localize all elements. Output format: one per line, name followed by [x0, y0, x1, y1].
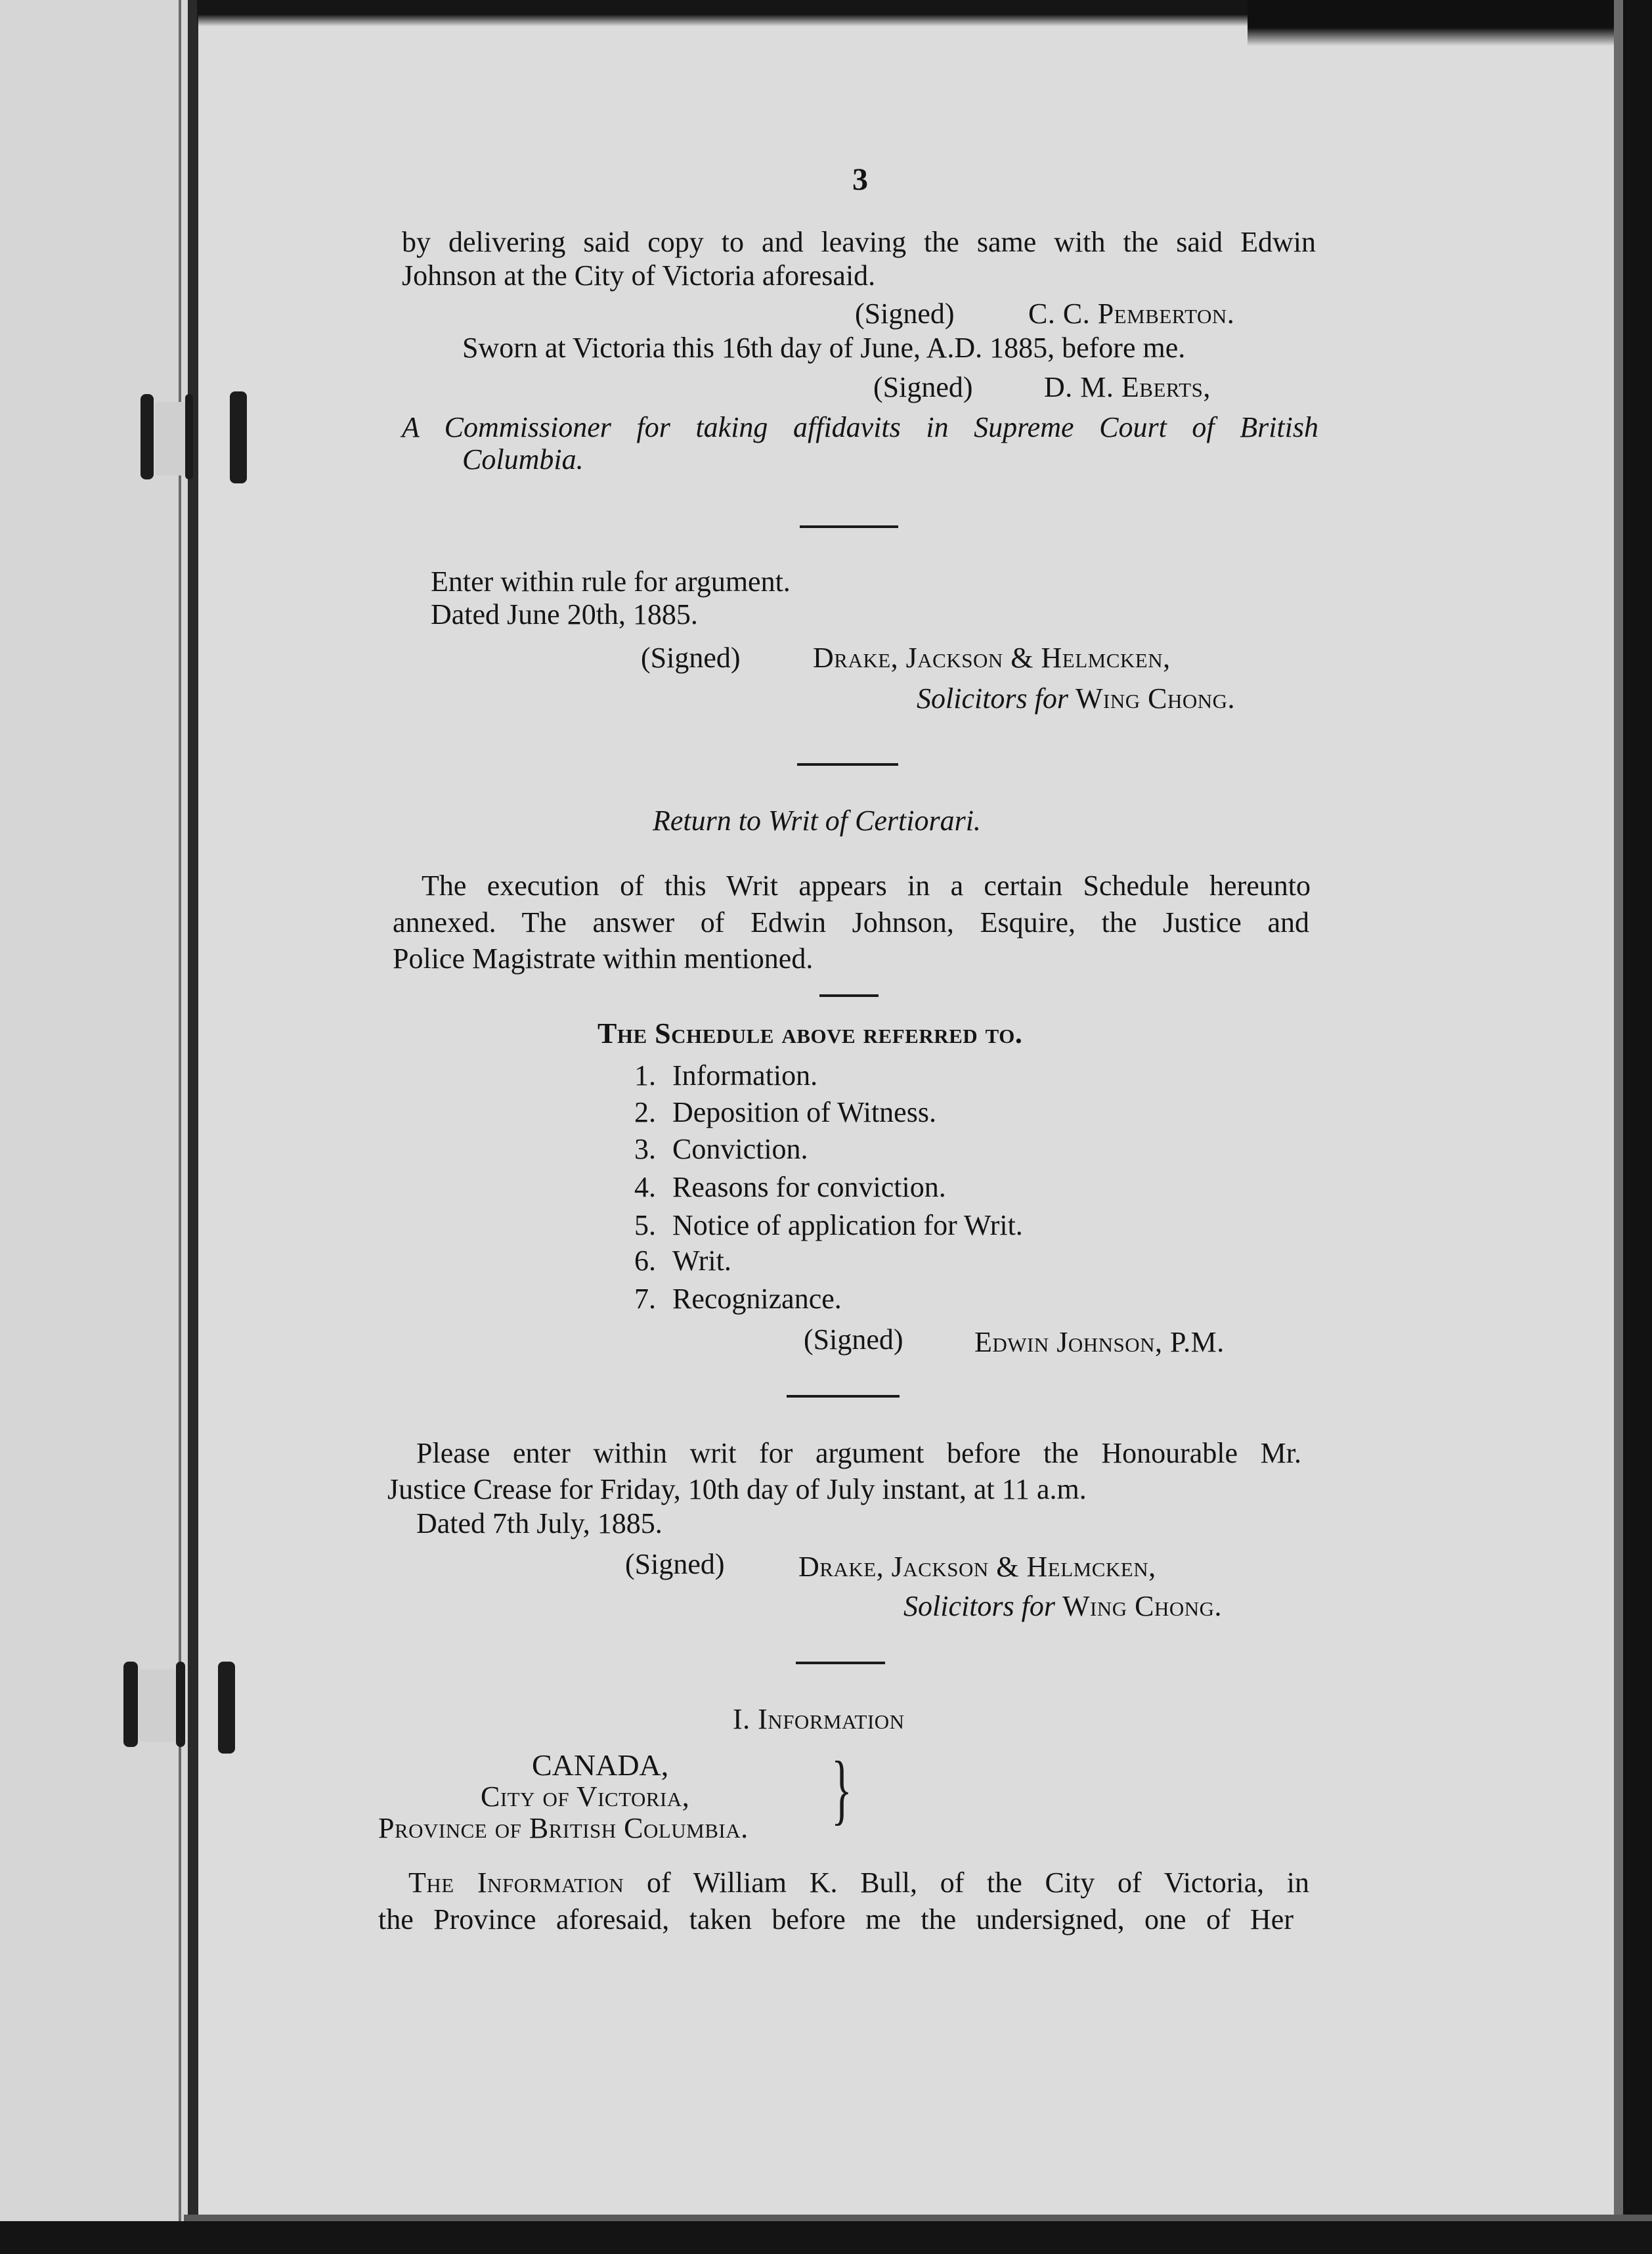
rule-entry-signed-label: (Signed) — [641, 642, 741, 674]
return-para-line-2: annexed. The answer of Edwin Johnson, Esquire, the Justice and — [393, 906, 1309, 939]
schedule-item-text: Conviction. — [672, 1133, 808, 1165]
solicitors-for-label: Solicitors for — [903, 1590, 1056, 1622]
client-name: Wing Chong. — [1062, 1590, 1223, 1622]
divider-4 — [787, 1395, 900, 1398]
left-margin-strip — [0, 0, 197, 2254]
right-edge-shadow — [1614, 0, 1623, 2254]
schedule-item-text: Deposition of Witness. — [672, 1096, 936, 1128]
binding-shadow — [179, 0, 181, 2254]
schedule-item-4 — [634, 1168, 946, 1207]
schedule-signer: Edwin Johnson, P.M. — [974, 1326, 1225, 1358]
schedule-item-7 — [634, 1279, 842, 1319]
rule-entry-solicitors — [917, 679, 1235, 718]
venue-city: City of Victoria, — [481, 1780, 690, 1813]
schedule-item-number: 4. — [634, 1171, 656, 1203]
writ-entry-firm: Drake, Jackson & Helmcken, — [798, 1551, 1156, 1583]
schedule-item-text: Notice of application for Writ. — [672, 1209, 1023, 1241]
schedule-item-6 — [634, 1241, 731, 1281]
schedule-signed-label: (Signed) — [804, 1323, 903, 1356]
schedule-item-number: 7. — [634, 1283, 656, 1315]
page-number: 3 — [852, 162, 868, 197]
signed-label-1: (Signed) — [855, 298, 955, 330]
venue-province: Province of British Columbia. — [378, 1812, 749, 1844]
binding-edge — [188, 0, 198, 2254]
affidavit-line-1: by delivering said copy to and leaving the same with the said Edwin — [402, 226, 1316, 258]
binding-clip-top-left — [141, 394, 154, 479]
writ-entry-solicitors — [903, 1587, 1222, 1626]
rule-entry-firm: Drake, Jackson & Helmcken, — [813, 642, 1171, 674]
binding-clip-bottom-right — [176, 1662, 185, 1747]
divider-2 — [797, 763, 898, 766]
writ-entry-signed-label: (Signed) — [625, 1548, 725, 1580]
information-heading: I. Information — [733, 1703, 905, 1735]
schedule-item-text: Recognizance. — [672, 1283, 842, 1315]
binding-clip-bottom-mark — [218, 1662, 235, 1754]
divider-1 — [800, 525, 898, 528]
binding-clip-top-right — [185, 394, 193, 479]
schedule-item-number: 2. — [634, 1096, 656, 1128]
schedule-item-1 — [634, 1056, 817, 1095]
schedule-item-number: 1. — [634, 1059, 656, 1092]
binding-clip-top-insert — [155, 402, 185, 475]
schedule-item-5 — [634, 1206, 1023, 1245]
commissioner-line-1: A Commissioner for taking affidavits in Supreme Court of British — [402, 411, 1318, 443]
return-heading: Return to Writ of Certiorari. — [653, 805, 981, 837]
schedule-item-text: Reasons for conviction. — [672, 1171, 946, 1203]
schedule-heading: The Schedule above referred to. — [598, 1017, 1023, 1050]
right-edge — [1623, 0, 1652, 2254]
signer-eberts: D. M. Eberts, — [1044, 371, 1211, 403]
return-para-line-3: Police Magistrate within mentioned. — [393, 942, 814, 975]
schedule-item-text: Information. — [672, 1059, 818, 1092]
affidavit-line-2: Johnson at the City of Victoria aforesaid. — [402, 259, 876, 292]
sworn-statement: Sworn at Victoria this 16th day of June, A.D. 1885, before me. — [462, 332, 1186, 364]
writ-entry-line-1: Please enter within writ for argument before the Honourable Mr. — [416, 1437, 1301, 1469]
solicitors-for-label: Solicitors for — [917, 682, 1069, 715]
return-para-line-1: The execution of this Writ appears in a certain Schedule hereunto — [422, 870, 1311, 902]
rule-entry-line: Enter within rule for argument. — [431, 565, 791, 598]
schedule-item-2 — [634, 1093, 936, 1132]
client-name: Wing Chong. — [1076, 682, 1236, 715]
writ-entry-line-2: Justice Crease for Friday, 10th day of July instant, at 11 a.m. — [387, 1473, 1087, 1505]
information-para-line-2: the Province aforesaid, taken before me the undersigned, one of Her — [378, 1903, 1293, 1935]
divider-5 — [796, 1662, 885, 1664]
schedule-item-number: 6. — [634, 1245, 656, 1277]
bottom-edge — [0, 2221, 1652, 2254]
schedule-item-number: 3. — [634, 1133, 656, 1165]
binding-clip-top-mark — [230, 391, 247, 483]
schedule-item-3 — [634, 1130, 808, 1169]
schedule-item-text: Writ. — [672, 1245, 731, 1277]
binding-clip-bottom-insert — [139, 1669, 176, 1742]
signer-pemberton: C. C. Pemberton. — [1028, 298, 1235, 330]
binding-clip-bottom-left — [123, 1662, 138, 1747]
commissioner-line-2: Columbia. — [462, 443, 584, 475]
venue-brace: } — [831, 1745, 852, 1832]
top-corner-shadow — [1248, 0, 1652, 46]
information-lead: The Information — [408, 1867, 624, 1899]
writ-entry-dated: Dated 7th July, 1885. — [416, 1507, 663, 1539]
information-para-line-1 — [408, 1863, 1309, 1903]
rule-entry-dated: Dated June 20th, 1885. — [431, 598, 698, 630]
divider-3 — [819, 994, 879, 997]
schedule-item-number: 5. — [634, 1209, 656, 1241]
signed-label-2: (Signed) — [873, 371, 973, 403]
information-line-1-text: of William K. Bull, of the City of Victoria, in — [647, 1867, 1310, 1899]
venue-country: CANADA, — [532, 1748, 669, 1782]
bottom-edge-shadow — [184, 2215, 1652, 2221]
